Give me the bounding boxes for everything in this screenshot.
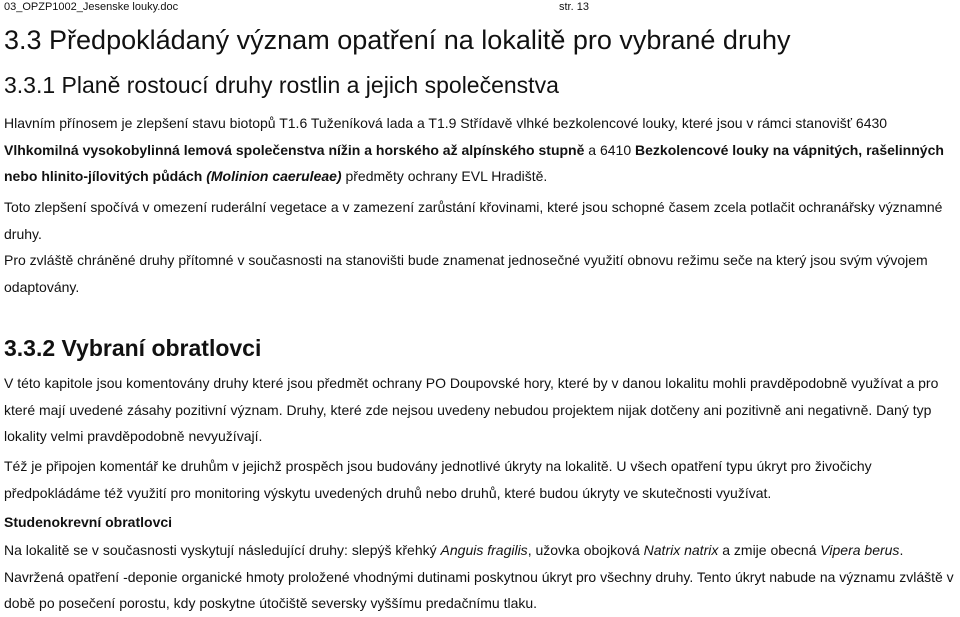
subheading-cold-blooded — [4, 509, 959, 536]
text-run: . Navržená opatření -deponie organické hmoty proložené vhodnými dutinami poskytnou úkryt pro všechny druhy. Tento úkryt nabude na významu zvláště v době po posečení porostu, kdy poskytne útočiště seversky vyššímu predačnímu tlaku. — [4, 542, 954, 611]
paragraph-species-list — [4, 537, 959, 617]
paragraph-biotopes — [4, 110, 959, 190]
section-heading: 3.3 Předpokládaný význam opatření na lokalitě pro vybrané druhy — [4, 25, 791, 55]
subsection-title-plants: 3.3.1 Planě rostoucí druhy rostlin a jejich společenstva — [4, 72, 559, 98]
bold-subheading: Studenokrevní obratlovci — [4, 514, 173, 530]
paragraph-shelters: Též je připojen komentář ke druhům v jejichž prospěch jsou budovány jednotlivé úkryty na lokalitě. U všech opatření typu úkryt pro živočichy předpokládáme též využití pro monitoring výskytu uvedených druhů nebo druhů, které budou úkryty ve skutečnosti využívat. — [4, 458, 872, 501]
text-run: a 6410 — [584, 141, 636, 158]
page-header — [4, 0, 960, 14]
bold-habitat-6430: Vlhkomilná vysokobylinná lemová společenstva nížin a horského až alpínského stupně — [4, 141, 585, 158]
italic-natrix-natrix: Natrix natrix — [643, 542, 719, 558]
italic-vipera-berus: Vipera berus — [820, 542, 900, 558]
paragraph-protected-species: Pro zvláště chráněné druhy přítomné v současnosti na stanovišti bude znamenat jednosečné využití obnovu režimu seče na který jsou svým vývojem odaptovány. — [4, 252, 928, 295]
subsection-title-vertebrates: 3.3.2 Vybraní obratlovci — [4, 335, 262, 361]
bold-habitat-6410: Bezkolencové louky na vápnitých, rašelinných nebo hlinito-jílovitých půdách — [4, 141, 944, 184]
text-run: předměty ochrany EVL Hradiště. — [341, 168, 548, 184]
text-run: , užovka obojková — [527, 542, 644, 558]
header-filename: 03_OPZP1002_Jesenske louky.doc — [4, 1, 179, 13]
text-run: Na lokalitě se v současnosti vyskytují následující druhy: slepýš křehký — [4, 542, 441, 558]
italic-anguis-fragilis: Anguis fragilis — [440, 542, 528, 558]
bold-italic-molinion: (Molinion caeruleae) — [206, 168, 342, 184]
paragraph-chapter-intro: V této kapitole jsou komentovány druhy které jsou předmět ochrany PO Doupovské hory, které by v danou lokalitu mohli pravděpodobně využívat a pro které mají uvedené zásahy pozitivní význam. Druhy, které zde nejsou uvedeny nebudou projektem nijak dotčeny ani pozitivně ani negativně. Daný typ lokality velmi pravděpodobně nevyužívají. — [4, 375, 939, 444]
header-page-number: str. 13 — [559, 1, 589, 13]
paragraph-improvement: Toto zlepšení spočívá v omezení ruderální vegetace a v zamezení zarůstání křovinami, které jsou schopné časem zcela potlačit ochranářsky významné druhy. — [4, 199, 943, 242]
text-run: Hlavním přínosem je zlepšení stavu biotopů T1.6 Tuženíková lada a T1.9 Střídavě vlhké bezkolencové louky, které jsou v rámci stanovišť 6430 — [4, 115, 888, 131]
text-run: a zmije obecná — [718, 542, 821, 558]
